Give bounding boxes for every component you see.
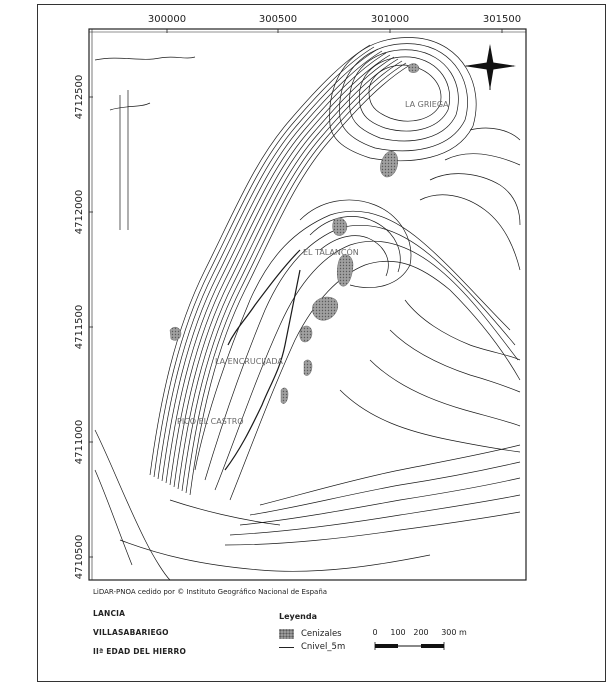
data-credit: LiDAR-PNOA cedido por © Instituto Geográfico Nacional de España [93, 588, 328, 596]
site-label-la-encrucijada: LA ENCRUCIJADA [215, 357, 283, 366]
period: IIª EDAD DEL HIERRO [93, 647, 187, 656]
north-arrow-icon [464, 44, 516, 90]
site-label-la-griega: LA GRIEGA [405, 100, 449, 109]
scale-label: 0 [372, 628, 378, 637]
y-tick-label: 4712500 [74, 74, 85, 120]
legend-title: Leyenda [279, 612, 317, 621]
legend-item-cnivel [279, 642, 345, 652]
scale-label: 100 [390, 628, 406, 637]
y-tick-label: 4710500 [74, 534, 85, 580]
scale-bar [370, 628, 480, 658]
x-tick-label: 300500 [258, 14, 298, 25]
site-name: LANCIA [93, 609, 126, 618]
site-label-pico-el-castro: PICO EL CASTRO [177, 417, 244, 426]
legend-label: Cnivel_5m [301, 642, 346, 652]
scale-label: 200 [413, 628, 429, 637]
y-tick-label: 4711000 [74, 419, 85, 465]
ash-swatch-icon [279, 629, 294, 639]
x-tick-label: 300000 [147, 14, 187, 25]
x-tick-label: 301500 [482, 14, 522, 25]
y-tick-label: 4711500 [74, 304, 85, 350]
contour-lines [95, 37, 520, 580]
municipality: VILLASABARIEGO [93, 628, 169, 637]
map-frame [89, 29, 526, 580]
legend-label: Cenizales [301, 629, 342, 639]
legend-item-cenizales [279, 629, 342, 639]
x-tick-label: 301000 [370, 14, 410, 25]
scale-label: 300 m [441, 628, 467, 637]
y-tick-label: 4712000 [74, 189, 85, 235]
site-label-el-talancon: EL TALANCÓN [303, 248, 359, 257]
contour-line-icon [279, 647, 294, 648]
